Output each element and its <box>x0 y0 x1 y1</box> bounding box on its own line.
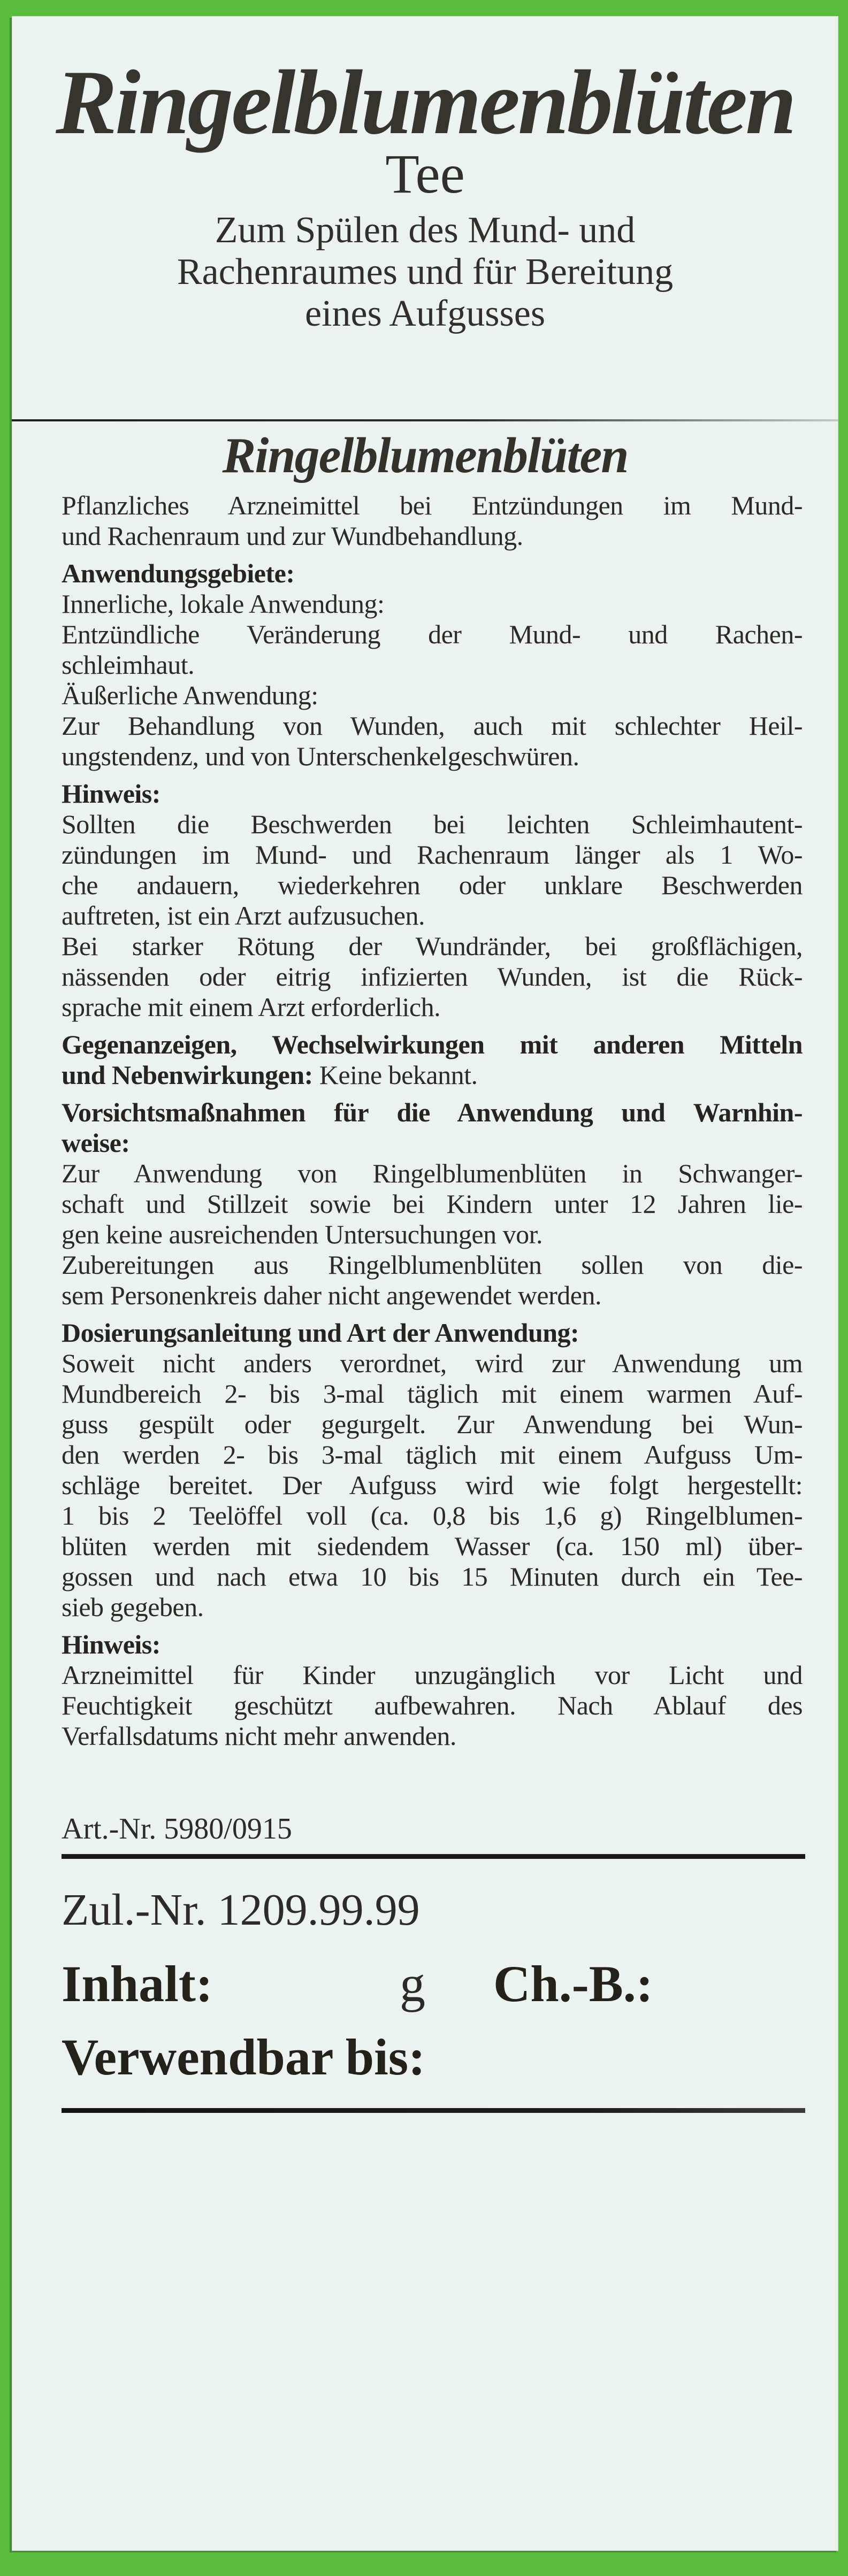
usage-subtitle-line: eines Aufgusses <box>304 293 546 334</box>
usage-subtitle-line: Zum Spülen des Mund- und <box>215 210 636 251</box>
body-line: Hinweis: <box>62 779 161 809</box>
body-line: guss gespült oder gegurgelt. Zur Anwendung bei Wun- <box>62 1409 803 1439</box>
usage-subtitle <box>12 210 838 335</box>
body-line: Zubereitungen aus Ringelblumenblüten sollen von die- <box>62 1250 803 1280</box>
body-line: Verfallsdatums nicht mehr anwenden. <box>62 1721 456 1751</box>
body-line: schläge bereitet. Der Aufguss wird wie folgt hergestellt: <box>62 1470 803 1500</box>
body-line: blüten werden mit siedendem Wasser (ca. 150 ml) über- <box>62 1531 803 1561</box>
inhalt-row <box>12 1956 838 2020</box>
art-nr-rule <box>62 1854 805 1859</box>
body-line: Dosierungsanleitung und Art der Anwendung: <box>62 1318 579 1348</box>
inhalt-label: Inhalt: <box>62 1955 213 2012</box>
body-line: sieb gegeben. <box>62 1592 204 1622</box>
body-line: Innerliche, lokale Anwendung: <box>62 589 385 619</box>
body-line: schleimhaut. <box>62 650 195 680</box>
body-line: Anwendungsgebiete: <box>62 558 295 588</box>
body-line: Feuchtigkeit geschützt aufbewahren. Nach Ablauf des <box>62 1690 803 1720</box>
body-line: Mundbereich 2- bis 3-mal täglich mit einem warmen Auf- <box>62 1379 803 1409</box>
inhalt-unit-g: g <box>400 1955 425 2012</box>
body-line: auftreten, ist ein Arzt aufzusuchen. <box>62 901 425 931</box>
body-line: und Nebenwirkungen: Keine bekannt. <box>62 1060 478 1090</box>
body-line: Zur Behandlung von Wunden, auch mit schlechter Heil- <box>62 711 803 741</box>
body-line: Soweit nicht anders verordnet, wird zur Anwendung um <box>62 1348 803 1378</box>
body-line: 1 bis 2 Teelöffel voll (ca. 0,8 bis 1,6 g) Ringelblumen- <box>62 1501 803 1531</box>
chb-label: Ch.-B.: <box>493 1955 653 2012</box>
body-text <box>62 490 803 1751</box>
body-line: gossen und nach etwa 10 bis 15 Minuten durch ein Tee- <box>62 1562 803 1591</box>
panel-divider <box>12 419 838 421</box>
product-title: Ringelblumenblüten <box>56 52 794 153</box>
body-line: Bei starker Rötung der Wundränder, bei großflächigen, <box>62 931 803 961</box>
body-line: schaft und Stillzeit sowie bei Kindern unter 12 Jahren lie- <box>62 1189 803 1219</box>
body-line: Gegenanzeigen, Wechselwirkungen mit anderen Mitteln <box>62 1029 803 1059</box>
body-line: weise: <box>62 1128 130 1158</box>
body-line: zündungen im Mund- und Rachenraum länger als 1 Wo- <box>62 840 803 870</box>
body-line: sem Personenkreis daher nicht angewendet werden. <box>62 1280 601 1310</box>
verwendbar-rule <box>62 2108 805 2113</box>
body-line: che andauern, wiederkehren oder unklare Beschwerden <box>62 870 803 900</box>
body-line: Äußerliche Anwendung: <box>62 680 318 710</box>
art-nr-text: Art.-Nr. 5980/0915 <box>62 1812 292 1846</box>
body-line-bold-lead: und Nebenwirkungen: <box>62 1060 313 1090</box>
body-line: Sollten die Beschwerden bei leichten Schleimhautent- <box>62 809 803 839</box>
body-line: ungstendenz, und von Unterschenkelgeschwüren. <box>62 741 579 771</box>
body-line: Arzneimittel für Kinder unzugänglich vor Licht und <box>62 1660 803 1690</box>
product-type: Tee <box>385 143 465 205</box>
body-line: und Rachenraum und zur Wundbehandlung. <box>62 521 523 551</box>
body-line: Hinweis: <box>62 1629 161 1659</box>
body-line: den werden 2- bis 3-mal täglich mit einem Aufguss Um- <box>62 1440 803 1470</box>
body-line: Vorsichtsmaßnahmen für die Anwendung und Warnhin- <box>62 1097 803 1127</box>
verwendbar-label: Verwendbar bis: <box>62 2028 426 2086</box>
info-heading: Ringelblumenblüten <box>222 428 628 483</box>
body-line: Pflanzliches Arzneimittel bei Entzündungen im Mund- <box>62 490 803 520</box>
body-line: sprache mit einem Arzt erforderlich. <box>62 992 441 1022</box>
body-line: gen keine ausreichenden Untersuchungen vor. <box>62 1219 543 1249</box>
tea-label <box>12 16 838 2551</box>
zul-nr-text: Zul.-Nr. 1209.99.99 <box>62 1885 420 1935</box>
usage-subtitle-line: Rachenraumes und für Bereitung <box>177 251 674 293</box>
body-line: nässenden oder eitrig infizierten Wunden, ist die Rück- <box>62 962 803 991</box>
body-line: Entzündliche Veränderung der Mund- und Rachen- <box>62 619 803 649</box>
body-line: Zur Anwendung von Ringelblumenblüten in Schwanger- <box>62 1158 803 1188</box>
